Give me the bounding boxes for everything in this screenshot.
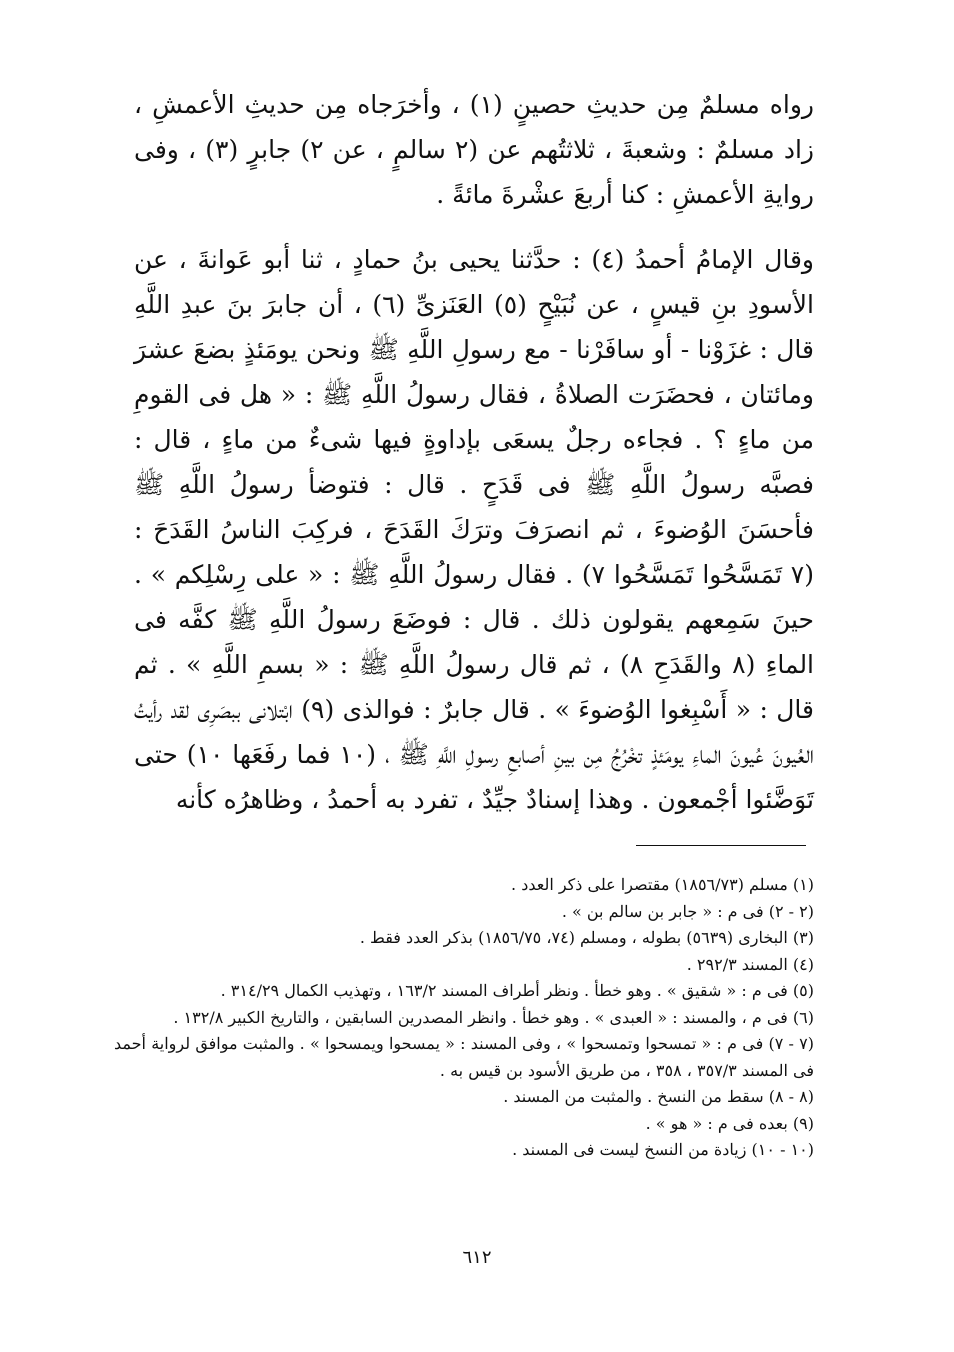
footnotes-section bbox=[114, 872, 814, 1164]
footnote-9: (٩) بعده فى م : « هو » . bbox=[645, 1113, 814, 1133]
footnote-2: (٢ - ٢) فى م : « جابر بن سالم بن » . bbox=[561, 901, 814, 921]
footnote-10: (١٠ - ١٠) زيادة من النسخ ليست فى المسند . bbox=[512, 1140, 814, 1159]
footnote-7: (٧ - ٧) فى م : « تمسحوا وتمسحوا » ، وفى المسند : « يمسحوا ويمسحوا » . والمثبت موافق لرواية أحمد فى المسند ٣٥٧/٣ ، ٣٥٨ ، من طريق الأسود بن قيس به . bbox=[114, 1034, 815, 1080]
footnote-6: (٦) فى م ، والمسند : « العبدى » . وهو خطأ . وانظر المصدرين السابقين ، والتاريخ الكبير ١٣٢/٨ . bbox=[173, 1007, 814, 1027]
main-paragraph-1: رواه مسلمٌ مِن حديثِ حصينٍ (١) ، وأخرَجاه مِن حديثِ الأعمشِ ، زاد مسلمٌ : وشعبةَ ، ثلاثتُهم عن (٢ سالمٍ ، عن ٢) جابرٍ (٣) ، وفى روايةِ الأعمشِ : كنا أربعَ عشْرةَ مائةً . bbox=[134, 90, 814, 209]
main-text-body bbox=[134, 82, 814, 822]
footnote-5: (٥) فى م : « شقيق » . وهو خطأ . ونظر أطراف المسند ١٦٣/٢ ، وتهذيب الكمال ٣١٤/٢٩ . bbox=[220, 981, 814, 1000]
footnote-4: (٤) المسند ٢٩٢/٣ . bbox=[686, 954, 814, 974]
page-number: ٦١٢ bbox=[462, 1247, 492, 1268]
main-paragraph-2: وقال الإمامُ أحمدُ (٤) : حدَّثنا يحيى بنُ حمادٍ ، ثنا أبو عَوانةَ ، عن الأسودِ بنِ قيسٍ ، عن نُبَيْحٍ (٥) العَنَزىِّ (٦) ، أن جابرَ بنَ عبدِ اللَّهِ قال : غزَوْنا - أو سافَرْنا - مع رسولِ اللَّهِ ﷺ ونحن يومَئذٍ بضعَ عشرَ ومائتان ، فحضَرَت الصلاةُ ، فقال رسولُ اللَّهِ ﷺ : « هل فى القومِ من ماءٍ ؟ . فجاءه رجلٌ يسعَى بإداوةٍ فيها شىءٌ من ماءٍ ، قال : فصبَّه رسولُ اللَّهِ ﷺ فى قَدَحٍ . قال : فتوضأ رسولُ اللَّهِ ﷺ فأحسَنَ الوُضوءَ ، ثم انصرَفَ وترَكَ القَدَحَ ، فركِبَ الناسُ القَدَحَ : (٧ تَمَسَّحُوا تَمَسَّحُوا ٧) . فقال رسولُ اللَّهِ ﷺ : « على رِسْلِكم » . حينَ سَمِعهم يقولون ذلك . قال : فوضَعَ رسولُ اللَّهِ ﷺ كفَّه فى الماءِ (٨ والقَدَحِ ٨) ، ثم قال رسولُ اللَّهِ ﷺ : « بسمِ اللَّهِ » . ثم قال : « أَسْبِغوا الوُضوءَ » . قال جابرٌ : فوالذى (٩) ابْتلانى ببصَرِى لقد رأيتُ العُيونَ عُيونَ الماءِ يومَئذٍ تخْرُجُ مِن بينِ أصابعِ رسولِ اللَّهِ ﷺ ، (١٠ فما رفَعَها ١٠) حتى تَوَضَّئوا أجْمعون . وهذا إسنادٌ جيِّدٌ ، تفرد به أحمدُ ، وظاهرُه كأنه bbox=[134, 245, 815, 814]
footnote-divider bbox=[636, 845, 806, 846]
footnote-1: (١) مسلم (١٨٥٦/٧٣) مقتصرا على ذكر العدد . bbox=[511, 875, 814, 894]
footnote-8: (٨ - ٨) سقط من النسخ . والمثبت من المسند . bbox=[503, 1087, 814, 1106]
footnote-3: (٣) البخارى (٥٦٣٩) بطوله ، ومسلم (٧٤، ١٨٥٦/٧٥) بذكر العدد فقط . bbox=[359, 928, 814, 947]
